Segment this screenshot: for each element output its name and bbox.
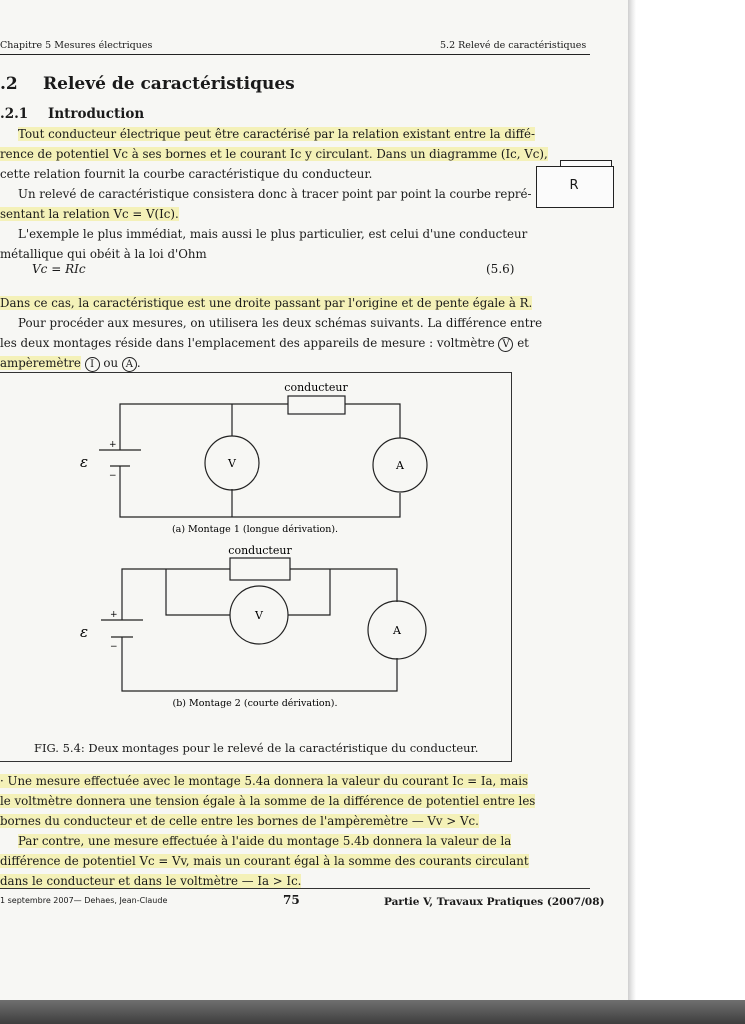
paragraph-line: métallique qui obéit à la loi d'Ohm [0,247,207,261]
paragraph-line: · Une mesure effectuée avec le montage 5.4a donnera la valeur du courant Ic = Ia, mais [0,774,529,788]
page-edge [628,0,636,1002]
running-header-section: 5.2 Relevé de caractéristiques [440,40,587,51]
paragraph-line: Dans ce cas, la caractéristique est une droite passant par l'origine et de pente égale à R. [0,296,533,310]
ammeter-label: A [396,459,404,472]
wire [288,569,330,615]
circuit-diagrams [0,372,511,760]
subsection-title: Introduction [48,106,145,122]
equation-number: (5.6) [486,262,515,276]
wire [122,637,397,691]
circuit-a [99,396,427,517]
current-symbol: I [85,357,100,372]
resistor [288,396,345,414]
wire [122,569,230,620]
voltmeter-label: V [228,457,236,470]
header-rule [0,54,590,55]
plus-sign: + [110,610,118,620]
paragraph-line: le voltmètre donnera une tension égale à la somme de la différence de potentiel entre les [0,794,536,808]
wire [120,466,400,517]
wire [345,404,400,438]
running-header-chapter: Chapitre 5 Mesures électriques [0,40,153,51]
ammeter-symbol: A [122,357,137,372]
section-title: Relevé de caractéristiques [43,74,295,94]
wire [290,569,397,602]
resistor [230,558,290,580]
equation: Vc = RIc [32,262,86,276]
footer-date-author: 1 septembre 2007— Dehaes, Jean-Claude [0,896,168,905]
resistor-label: conducteur [284,381,348,394]
emf-label: ε [80,623,89,641]
paragraph-line: dans le conducteur et dans le voltmètre — Ia > Ic. [0,874,302,888]
emf-label: ε [80,453,89,471]
wire [166,569,230,615]
circuit-b-caption: (b) Montage 2 (courte dérivation). [172,698,338,709]
figure-caption: FIG. 5.4: Deux montages pour le relevé de la caractéristique du conducteur. [34,741,479,755]
paragraph-line: Par contre, une mesure effectuée à l'aide du montage 5.4b donnera la valeur de la [18,834,512,848]
paragraph-line: Pour procéder aux mesures, on utilisera les deux schémas suivants. La différence entre [18,316,543,330]
paragraph-line: Tout conducteur électrique peut être caractérisé par la relation existant entre la diffé- [18,127,536,141]
paragraph-line: bornes du conducteur et de celle entre les bornes de l'ampèremètre — Vv > Vc. [0,814,479,828]
section-number: .2 [0,74,18,94]
minus-sign: − [109,471,117,481]
page-number: 75 [283,893,300,907]
subsection-number: .2.1 [0,106,29,122]
plus-sign: + [109,440,117,450]
paragraph-line: ampèremètre I ou A . [0,356,141,370]
paragraph-line: rence de potentiel Vc à ses bornes et le courant Ic y circulant. Dans un diagramme (Ic, Vc), [0,147,548,161]
wire [120,404,288,450]
voltmeter-symbol: V [498,337,513,352]
paragraph-line: les deux montages réside dans l'emplacement des appareils de mesure : voltmètre V et [0,336,529,350]
minus-sign: − [110,642,118,652]
footer-rule [0,888,590,889]
voltmeter-label: V [255,609,263,622]
paragraph-line: Un relevé de caractéristique consistera donc à tracer point par point la courbe repré- [18,187,532,201]
paragraph-line: sentant la relation Vc = V(Ic). [0,207,179,221]
paragraph-line: L'exemple le plus immédiat, mais aussi le plus particulier, est celui d'une conducteur [18,227,528,241]
resistor-label: conducteur [228,544,292,557]
scan-shadow [0,1000,745,1024]
margin-note-label: R [569,178,579,193]
circuit-a-caption: (a) Montage 1 (longue dérivation). [171,524,339,535]
footer-part-title: Partie V, Travaux Pratiques (2007/08) [384,896,605,908]
circuit-b [101,558,426,691]
ammeter-label: A [393,624,401,637]
paragraph-line: différence de potentiel Vc = Vv, mais un courant égal à la somme des courants circulant [0,854,529,868]
paragraph-line: cette relation fournit la courbe caractéristique du conducteur. [0,167,373,181]
